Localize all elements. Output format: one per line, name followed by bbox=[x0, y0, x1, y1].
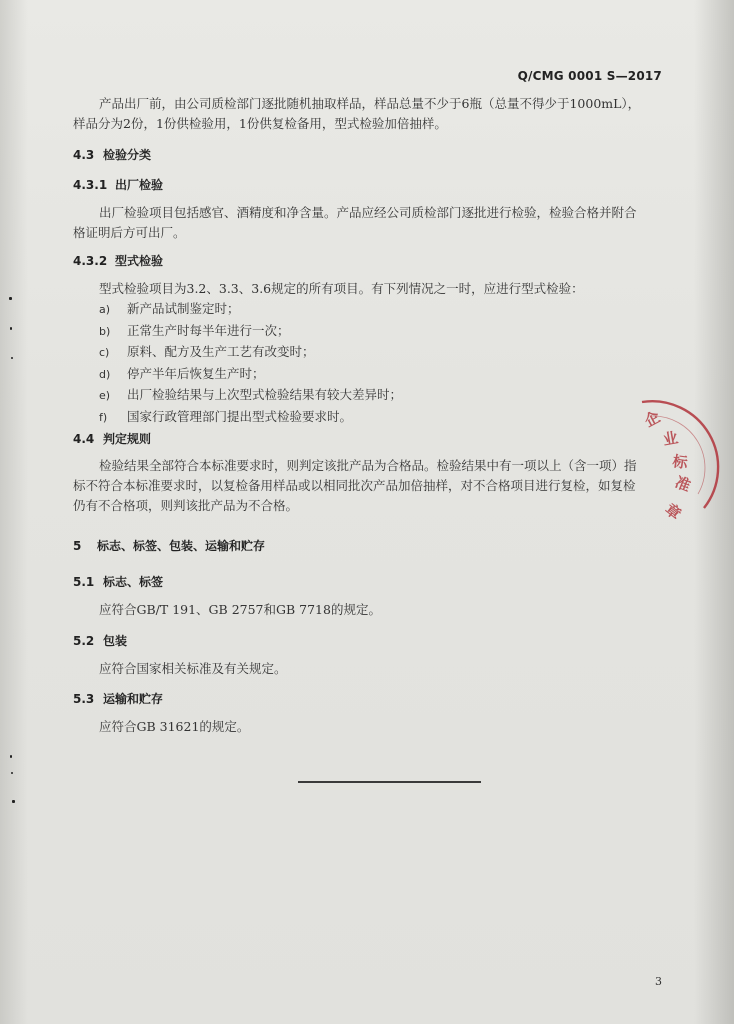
list-item bbox=[99, 385, 402, 407]
section-number: 4.4 bbox=[73, 432, 95, 446]
intro-line-1: 产品出厂前，由公司质检部门逐批随机抽取样品，样品总量不少于6瓶（总量不得少于1000mL）， bbox=[99, 96, 641, 111]
section-title: 检验分类 bbox=[103, 148, 152, 162]
paragraph-line-1: 出厂检验项目包括感官、酒精度和净含量。产品应经公司质检部门逐批进行检验，检验合格并附合 bbox=[99, 205, 637, 220]
seal-glyph: 准 bbox=[672, 473, 694, 496]
section-4-4-paragraph bbox=[73, 456, 637, 516]
seal-glyph: 标 bbox=[671, 452, 689, 473]
list-item bbox=[99, 321, 402, 343]
section-5-3-heading bbox=[73, 690, 163, 707]
list-item-text: 正常生产时每半年进行一次； bbox=[127, 322, 290, 338]
list-marker: a) bbox=[99, 303, 111, 316]
list-marker: e) bbox=[99, 389, 111, 402]
section-4-3-2-heading bbox=[73, 252, 163, 269]
section-4-3-heading bbox=[73, 146, 151, 163]
section-number: 4.3.2 bbox=[73, 254, 108, 268]
section-4-3-1-heading bbox=[73, 176, 163, 193]
scan-speck bbox=[11, 357, 13, 359]
section-number: 4.3 bbox=[73, 148, 95, 162]
section-5-1-heading bbox=[73, 573, 163, 590]
list-marker: c) bbox=[99, 346, 110, 359]
section-5-heading bbox=[73, 537, 265, 554]
section-number: 5 bbox=[73, 539, 82, 553]
intro-line-2: 样品分为2份，1份供检验用，1份供复检备用，型式检验加倍抽样。 bbox=[73, 116, 447, 131]
intro-paragraph bbox=[73, 94, 640, 134]
list-item-text: 出厂检验结果与上次型式检验结果有较大差异时； bbox=[127, 387, 403, 402]
paragraph-line: 型式检验项目为3.2、3.3、3.6规定的所有项目。有下列情况之一时，应进行型式检验： bbox=[99, 281, 584, 296]
paragraph-line-3: 仍有不合格项，则判该批产品为不合格。 bbox=[73, 498, 299, 513]
scan-speck bbox=[10, 327, 12, 330]
section-4-3-2-intro bbox=[73, 279, 584, 299]
type-test-conditions-list bbox=[99, 299, 402, 428]
list-marker: f) bbox=[99, 410, 108, 424]
scan-shadow-left bbox=[0, 0, 28, 1024]
section-5-3-paragraph bbox=[73, 717, 249, 737]
scan-speck bbox=[10, 755, 12, 758]
paragraph-line-1: 检验结果全部符合本标准要求时，则判定该批产品为合格品。检验结果中有一项以上（含一项）指 bbox=[99, 458, 637, 473]
section-title: 运输和贮存 bbox=[103, 692, 164, 706]
section-title: 标志、标签 bbox=[103, 575, 164, 589]
section-number: 4.3.1 bbox=[73, 178, 108, 192]
list-item-text: 原料、配方及生产工艺有改变时； bbox=[127, 344, 315, 359]
list-item bbox=[99, 342, 402, 364]
section-title: 标志、标签、包装、运输和贮存 bbox=[97, 539, 266, 553]
section-title: 出厂检验 bbox=[115, 178, 164, 192]
scan-speck bbox=[9, 297, 12, 300]
page-number: 3 bbox=[655, 975, 662, 988]
seal-glyph: 企 bbox=[641, 407, 664, 431]
paragraph-line-2: 格证明后方可出厂。 bbox=[73, 225, 186, 240]
paragraph-line: 应符合GB 31621的规定。 bbox=[99, 719, 250, 734]
paragraph-line-2: 标不符合本标准要求时，以复检备用样品或以相同批次产品加倍抽样，对不合格项目进行复检，如复检 bbox=[73, 478, 636, 493]
section-4-3-1-paragraph bbox=[73, 203, 637, 243]
scan-speck bbox=[12, 800, 15, 803]
paragraph-line: 应符合GB/T 191、GB 2757和GB 7718的规定。 bbox=[99, 602, 381, 617]
list-item bbox=[99, 299, 402, 321]
section-number: 5.3 bbox=[73, 692, 95, 706]
section-title: 型式检验 bbox=[115, 254, 164, 268]
section-4-4-heading bbox=[73, 430, 151, 447]
list-marker: b) bbox=[99, 324, 111, 338]
standard-code: Q/CMG 0001 S—2017 bbox=[517, 69, 662, 83]
section-5-2-heading bbox=[73, 632, 127, 649]
list-item-text: 国家行政管理部门提出型式检验要求时。 bbox=[127, 408, 353, 424]
seal-glyph: 业 bbox=[661, 428, 680, 449]
list-marker: d) bbox=[99, 367, 111, 381]
scan-speck bbox=[11, 772, 13, 774]
seal-glyph: 章 bbox=[661, 499, 685, 524]
paragraph-line: 应符合国家相关标准及有关规定。 bbox=[99, 661, 287, 676]
list-item-text: 停产半年后恢复生产时； bbox=[127, 365, 265, 381]
section-5-1-paragraph bbox=[73, 600, 381, 620]
section-5-2-paragraph bbox=[73, 659, 287, 679]
section-title: 包装 bbox=[103, 634, 128, 648]
list-item-text: 新产品试制鉴定时； bbox=[127, 301, 240, 316]
end-rule bbox=[298, 781, 481, 783]
official-seal-stamp bbox=[612, 390, 722, 530]
section-number: 5.2 bbox=[73, 634, 95, 648]
list-item bbox=[99, 407, 402, 429]
list-item bbox=[99, 364, 402, 386]
section-number: 5.1 bbox=[73, 575, 95, 589]
section-title: 判定规则 bbox=[103, 432, 152, 446]
